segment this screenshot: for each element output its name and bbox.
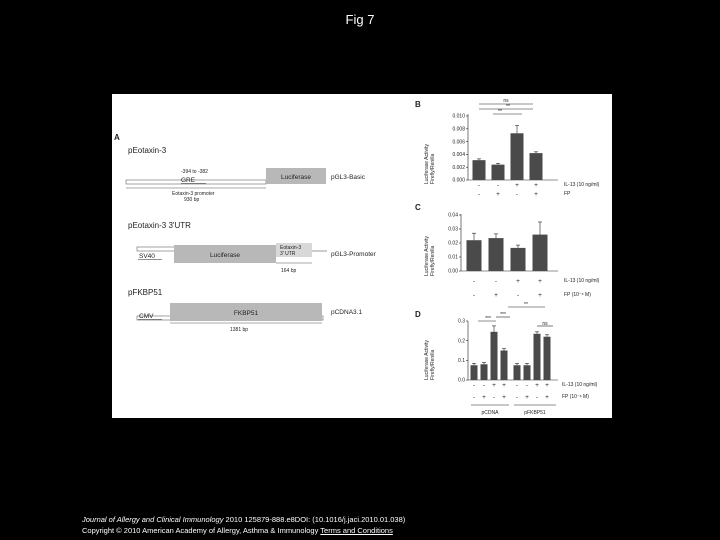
- panel-d-ylabel-1: Luciferase Activity: [424, 339, 430, 380]
- construct-2-element: SV40: [139, 253, 155, 260]
- construct-1-promoter-label: Eotaxin-3 promoter: [172, 191, 215, 197]
- figure-panel: [112, 94, 612, 418]
- construct-2-utr-label-2: 3' UTR: [280, 251, 296, 257]
- panel-b-row1-0: -: [477, 182, 481, 189]
- panel-d-sig-4: ns: [542, 321, 548, 327]
- panel-d-row1-6: +: [535, 382, 539, 389]
- panel-a-label: A: [114, 133, 120, 142]
- construct-2-utr-label-1: Eotaxin-3: [280, 245, 302, 251]
- panel-d-row2-0: -: [472, 394, 476, 401]
- panel-d-bar-5: [524, 365, 531, 380]
- panel-d-sig-3: ***: [500, 312, 506, 318]
- construct-1-name: pEotaxin-3: [128, 146, 167, 155]
- panel-d-row1-7: +: [545, 382, 549, 389]
- citation: 2010 125879-888.e8DOI: (10.1016/j.jaci.2010.01.038): [223, 515, 406, 524]
- panel-c-ytick-label-3: 0.03: [448, 226, 458, 233]
- panel-c-bar-0: [467, 240, 482, 271]
- panel-d-ytick-label-3: 0.3: [458, 318, 465, 325]
- panel-b-row2-3: +: [534, 191, 538, 198]
- panel-d-sig-1: **: [524, 302, 528, 308]
- panel-d-label: D: [415, 310, 421, 319]
- terms-link[interactable]: Terms and Conditions: [320, 526, 393, 535]
- figure-svg: [112, 94, 612, 418]
- panel-d-row2-4: -: [515, 394, 519, 401]
- panel-c-row2-label: FP (10⁻⁸ M): [564, 292, 591, 298]
- panel-d-row2-2: -: [492, 394, 496, 401]
- panel-c-row1-3: +: [538, 278, 542, 285]
- panel-d-group2: pFKBP51: [524, 410, 546, 416]
- panel-c-row1-label: IL-13 (10 ng/ml): [564, 278, 600, 284]
- copyright-line: [82, 525, 405, 536]
- panel-c-bar-2: [511, 248, 526, 271]
- construct-2-vector: pGL3-Promoter: [331, 251, 376, 258]
- panel-c-row2-1: +: [494, 292, 498, 299]
- panel-d-bar-3: [501, 351, 508, 381]
- panel-b-row2-label: FP: [564, 191, 571, 197]
- panel-b-row2-1: +: [496, 191, 500, 198]
- panel-b-sig-3: **: [498, 109, 502, 115]
- footer: [82, 514, 405, 536]
- panel-b-row2-2: -: [515, 191, 519, 198]
- construct-3-length: 1381 bp: [230, 327, 249, 333]
- panel-d-bar-6: [534, 334, 541, 380]
- panel-d-group1: pCDNA: [481, 410, 499, 416]
- panel-d-ytick-label-1: 0.1: [458, 358, 465, 365]
- figure-title: Fig 7: [345, 12, 375, 27]
- panel-d-row2-1: +: [482, 394, 486, 401]
- panel-c-ylabel-2: Firefly/Renilla: [430, 245, 436, 276]
- panel-c-row2-2: -: [516, 292, 520, 299]
- panel-b-sig-2: **: [506, 104, 510, 110]
- panel-d-row1-3: +: [502, 382, 506, 389]
- panel-b-bar-2: [511, 133, 524, 180]
- panel-c-row1-0: -: [472, 278, 476, 285]
- panel-b-row1-3: +: [534, 182, 538, 189]
- panel-d-row1-0: -: [472, 382, 476, 389]
- panel-c-row1-1: -: [494, 278, 498, 285]
- panel-b-ylabel-2: Firefly/Renilla: [430, 153, 436, 184]
- panel-b-bar-1: [492, 165, 505, 180]
- panel-c-ylabel-1: Luciferase Activity: [424, 235, 430, 276]
- construct-1-element-range: -394 to -382: [181, 169, 208, 175]
- panel-c-bar-1: [489, 238, 504, 271]
- panel-c-ytick-label-1: 0.01: [448, 254, 458, 261]
- panel-c-row2-0: -: [472, 292, 476, 299]
- panel-b-ytick-label-3: 0.006: [452, 139, 465, 146]
- construct-2-name: pEotaxin-3 3'UTR: [128, 221, 191, 230]
- panel-d-ylabel-2: Firefly/Renilla: [430, 349, 436, 380]
- panel-d-ytick-label-2: 0.2: [458, 338, 465, 345]
- construct-3-name: pFKBP51: [128, 288, 163, 297]
- construct-1-element: GRE: [181, 177, 196, 184]
- journal-name: Journal of Allergy and Clinical Immunology: [82, 515, 224, 524]
- panel-d-bar-1: [481, 364, 488, 380]
- panel-d-sig-2: ***: [485, 316, 491, 322]
- panel-b-row1-label: IL-13 (10 ng/ml): [564, 182, 600, 188]
- construct-2-reporter: Luciferase: [210, 252, 240, 259]
- panel-c-row2-3: +: [538, 292, 542, 299]
- panel-b-row1-1: -: [496, 182, 500, 189]
- construct-1-reporter: Luciferase: [281, 174, 311, 181]
- panel-d-row2-6: -: [535, 394, 539, 401]
- construct-3-element: CMV: [139, 313, 154, 320]
- panel-d-row2-7: +: [545, 394, 549, 401]
- citation-line: [82, 514, 405, 525]
- panel-c-row1-2: +: [516, 278, 520, 285]
- panel-b-ytick-label-2: 0.004: [452, 152, 465, 159]
- panel-b-ytick-label-5: 0.010: [452, 113, 465, 120]
- panel-d-row2-3: +: [502, 394, 506, 401]
- copyright: Copyright © 2010 American Academy of Allergy, Asthma & Immunology: [82, 526, 319, 535]
- panel-d-bar-0: [471, 365, 478, 380]
- panel-d-bar-4: [514, 365, 521, 380]
- panel-d-bar-2: [491, 332, 498, 380]
- panel-c-ytick-label-0: 0.00: [448, 268, 458, 275]
- panel-b-label: B: [415, 100, 421, 109]
- construct-3-reporter: FKBP51: [233, 310, 259, 317]
- panel-d-row1-1: -: [482, 382, 486, 389]
- construct-2-length: 164 bp: [281, 268, 297, 274]
- panel-c-ytick-label-2: 0.02: [448, 240, 458, 247]
- panel-c-label: C: [415, 203, 421, 212]
- panel-d-ytick-label-0: 0.0: [458, 377, 465, 384]
- panel-c-bar-3: [533, 235, 548, 271]
- panel-b-ytick-label-4: 0.008: [452, 126, 465, 133]
- panel-b-bar-3: [530, 153, 543, 180]
- panel-b-row1-2: +: [515, 182, 519, 189]
- panel-d-row2-5: +: [525, 394, 529, 401]
- panel-d-row2-label: FP (10⁻⁸ M): [562, 394, 589, 400]
- panel-b-sig-ns: ns: [503, 98, 509, 104]
- panel-b-row2-0: -: [477, 191, 481, 198]
- panel-d-row1-5: -: [525, 382, 529, 389]
- construct-1-length: 930 bp: [184, 197, 200, 203]
- construct-1-vector: pGL3-Basic: [331, 174, 365, 181]
- panel-d-row1-label: IL-13 (10 ng/ml): [562, 382, 598, 388]
- construct-3-vector: pCDNA3.1: [331, 309, 363, 316]
- panel-b-ytick-label-1: 0.002: [452, 164, 465, 171]
- panel-d-row1-4: -: [515, 382, 519, 389]
- panel-b-bar-0: [473, 160, 486, 180]
- panel-c-ytick-label-4: 0.04: [448, 212, 458, 219]
- panel-d-row1-2: +: [492, 382, 496, 389]
- panel-d-bar-7: [544, 337, 551, 380]
- panel-b-ytick-label-0: 0.000: [452, 177, 465, 184]
- panel-b-ylabel-1: Luciferase Activity: [424, 143, 430, 184]
